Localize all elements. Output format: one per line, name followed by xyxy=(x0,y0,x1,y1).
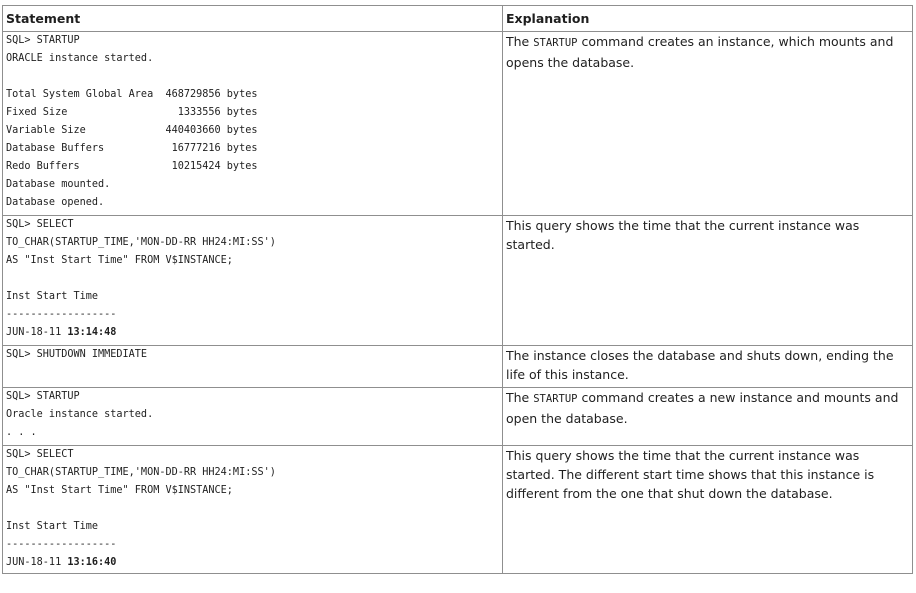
statement-code xyxy=(6,216,499,342)
explanation-text: The xyxy=(506,34,534,49)
statement-code xyxy=(6,446,499,572)
header-explanation: Explanation xyxy=(503,6,913,32)
table-row xyxy=(3,32,913,216)
inline-code: STARTUP xyxy=(533,393,578,405)
explanation-text: command creates a new instance and mounts and open the database. xyxy=(506,390,899,426)
start-time-value: 13:14:48 xyxy=(67,327,117,338)
explanation-text: command creates an instance, which mounts and opens the database. xyxy=(506,34,894,70)
explanation-cell: This query shows the time that the current instance was started. The different start time shows that this instance is different from the one that shut down the database. xyxy=(503,446,913,574)
explanation-cell: This query shows the time that the current instance was started. xyxy=(503,216,913,346)
header-row xyxy=(3,6,913,32)
table-row xyxy=(3,388,913,446)
table-row xyxy=(3,216,913,346)
inline-code: STARTUP xyxy=(533,37,578,49)
statement-cell xyxy=(3,388,503,446)
statement-code: SQL> SHUTDOWN IMMEDIATE xyxy=(6,349,148,360)
statement-code: SQL> STARTUP Oracle instance started. . . . xyxy=(6,391,154,438)
table-row xyxy=(3,346,913,388)
statement-code-text: SQL> SELECT TO_CHAR(STARTUP_TIME,'MON-DD-RR HH24:MI:SS') AS "Inst Start Time" FROM V$INSTANCE; Inst Start Time ------------------ JUN-18-11 xyxy=(6,219,276,338)
explanation-cell xyxy=(503,32,913,216)
statement-cell xyxy=(3,346,503,388)
statement-cell xyxy=(3,216,503,346)
header-statement: Statement xyxy=(3,6,503,32)
statement-cell xyxy=(3,32,503,216)
table-row xyxy=(3,446,913,574)
statement-explanation-table xyxy=(2,5,913,574)
statement-cell xyxy=(3,446,503,574)
explanation-cell xyxy=(503,388,913,446)
statement-code-text: SQL> SELECT TO_CHAR(STARTUP_TIME,'MON-DD-RR HH24:MI:SS') AS "Inst Start Time" FROM V$INSTANCE; Inst Start Time ------------------ JUN-18-11 xyxy=(6,449,276,568)
statement-code: SQL> STARTUP ORACLE instance started. Total System Global Area 468729856 bytes Fixed Size 1333556 bytes Variable Size 440403660 bytes Database Buffers 16777216 bytes Redo Buffers 10215424 bytes Database mounted. Database opened. xyxy=(6,35,258,208)
explanation-cell: The instance closes the database and shuts down, ending the life of this instance. xyxy=(503,346,913,388)
start-time-value: 13:16:40 xyxy=(67,557,117,568)
explanation-text: The xyxy=(506,390,534,405)
